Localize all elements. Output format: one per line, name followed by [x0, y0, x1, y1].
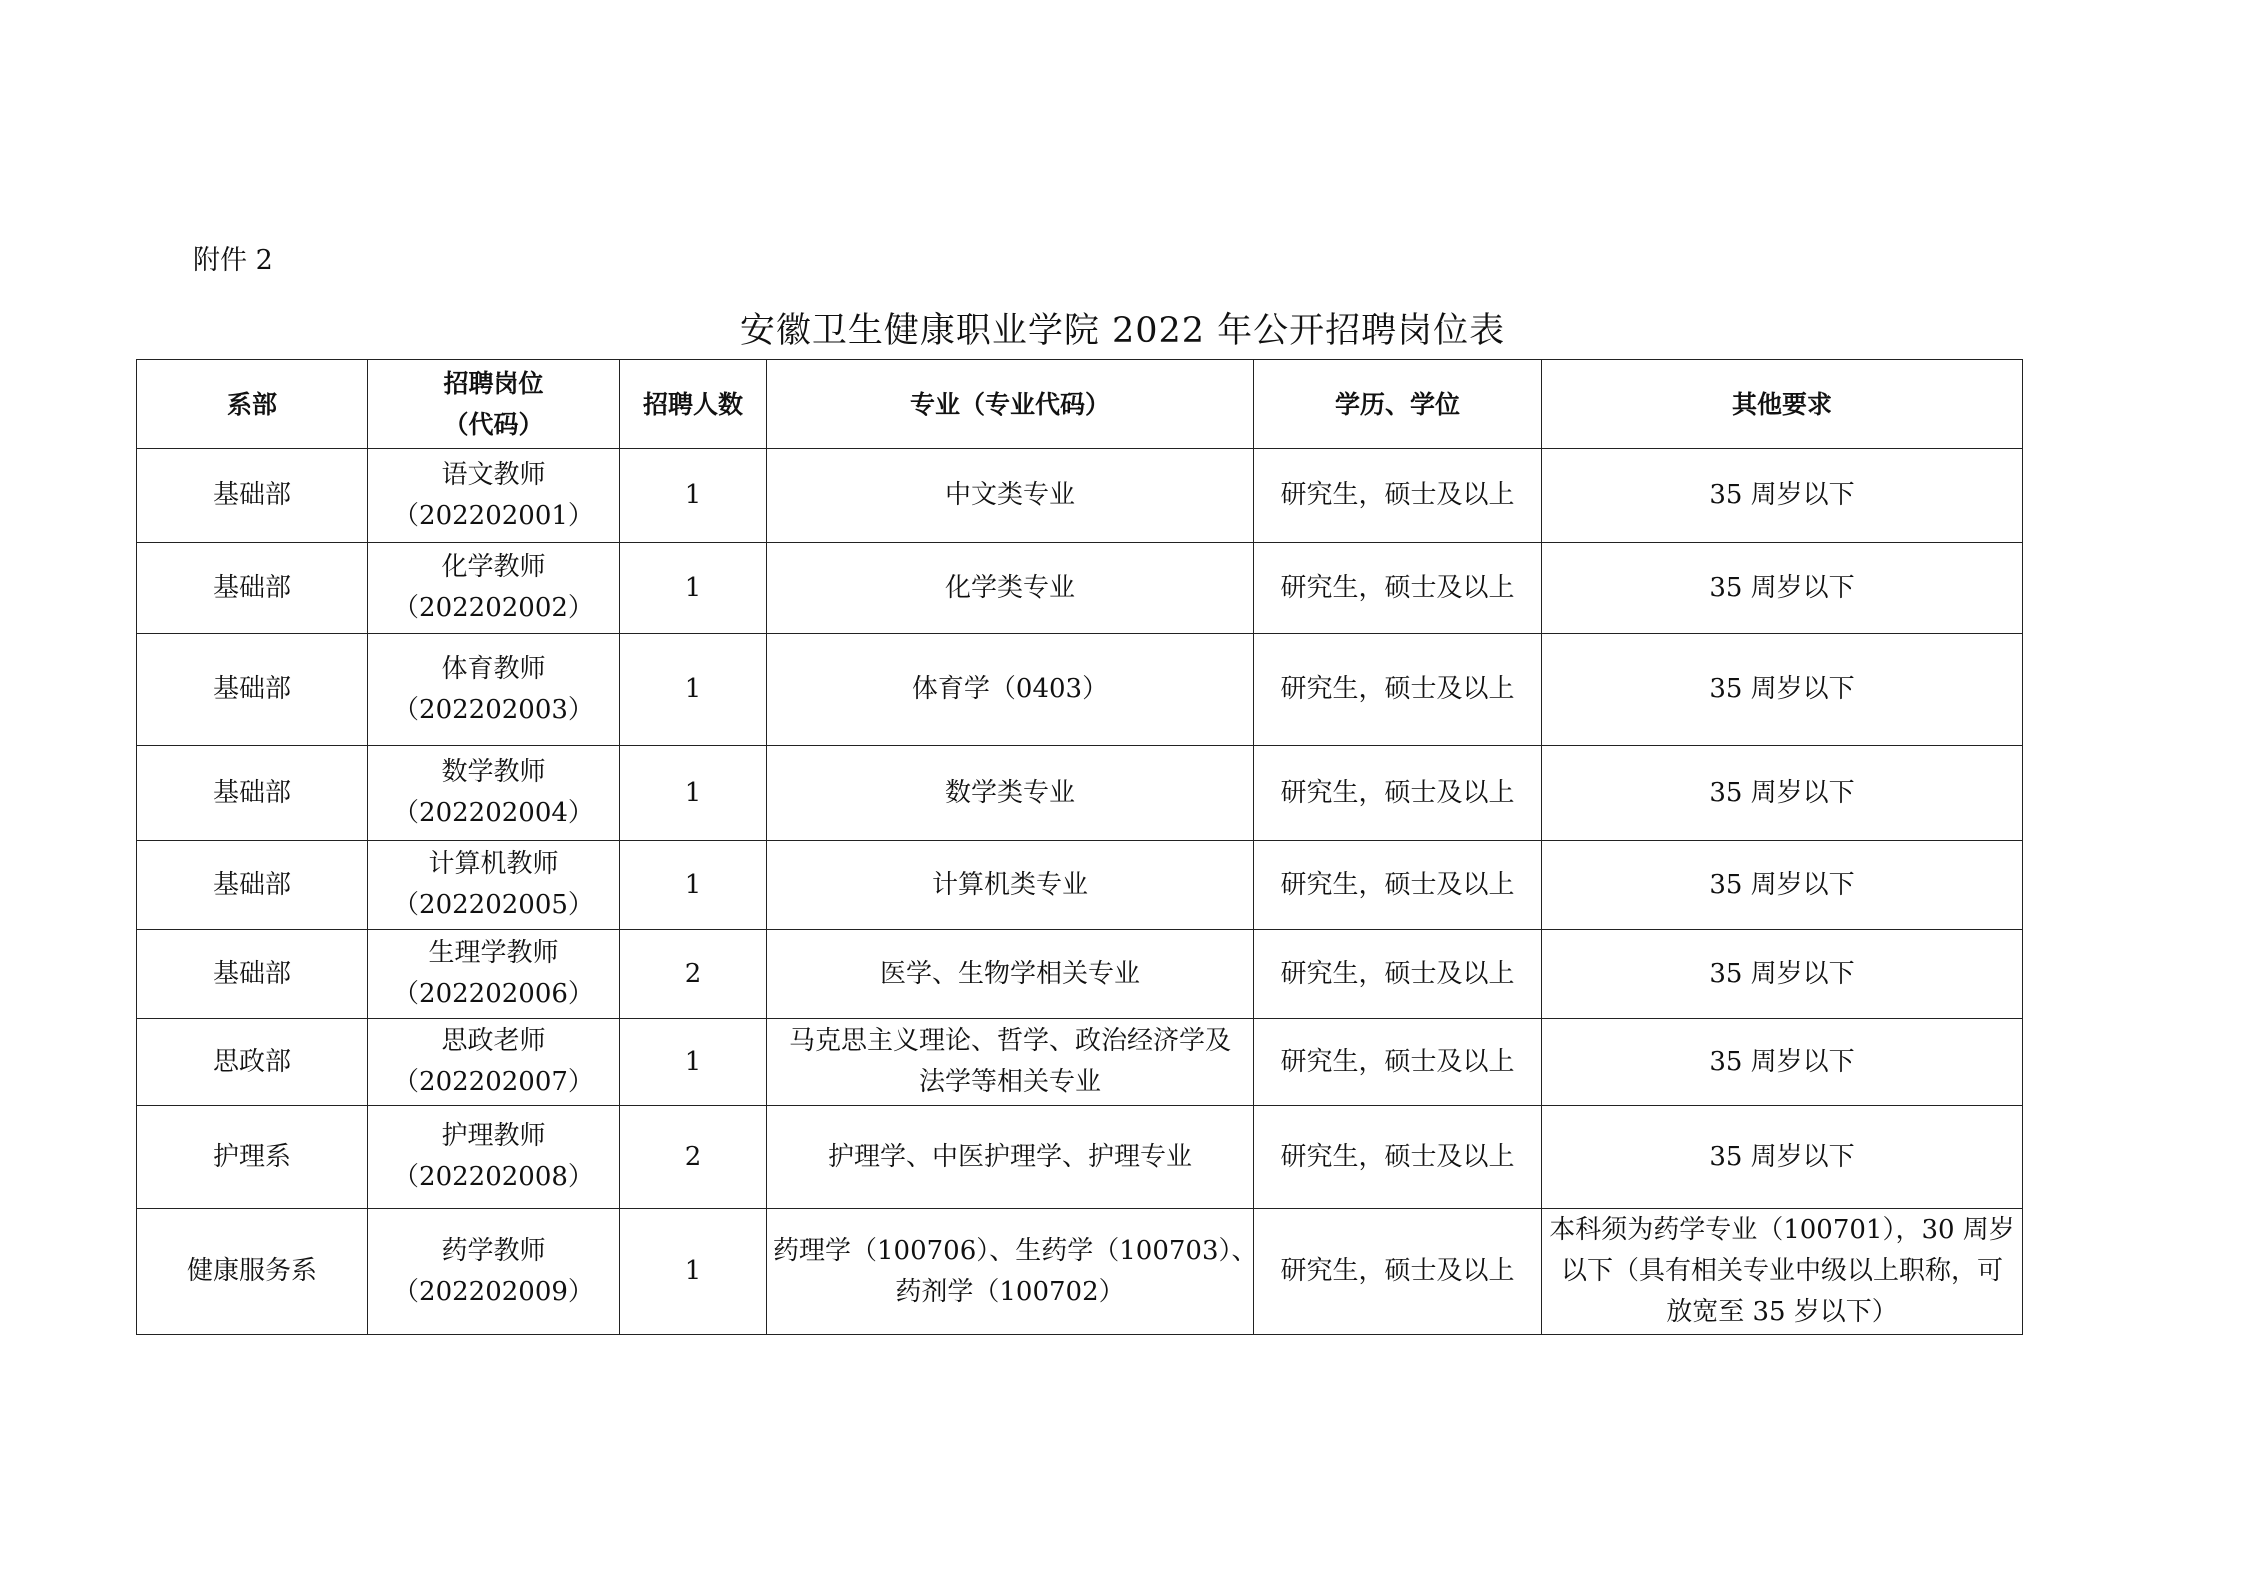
department-cell: 基础部	[137, 930, 368, 1019]
other-requirements-cell	[1542, 1209, 2023, 1335]
header-position	[368, 360, 620, 449]
position-name: 药学教师	[441, 1235, 546, 1266]
major-cell	[767, 746, 1254, 841]
major-line: 体育学（0403）	[911, 674, 1109, 704]
header-count: 招聘人数	[620, 360, 767, 449]
position-name: 护理教师	[441, 1121, 546, 1151]
other-requirements-cell	[1542, 930, 2023, 1019]
count-cell: 1	[620, 543, 767, 634]
count-cell: 1	[620, 634, 767, 746]
other-line: 35 周岁以下	[1709, 777, 1855, 808]
position-cell	[368, 746, 620, 841]
other-requirements-cell	[1542, 841, 2023, 930]
count-cell: 2	[620, 930, 767, 1019]
position-code: （202202003）	[393, 694, 594, 725]
position-name: 生理学教师	[428, 938, 559, 968]
major-line: 化学类专业	[944, 572, 1075, 603]
other-requirements-cell	[1542, 1106, 2023, 1209]
major-line: 中文类专业	[944, 480, 1075, 510]
position-cell	[368, 841, 620, 930]
position-code: （202202009）	[393, 1276, 594, 1307]
header-department: 系部	[137, 360, 368, 449]
position-cell	[368, 1019, 620, 1106]
major-line: 法学等相关专业	[918, 1067, 1101, 1097]
major-line: 医学、生物学相关专业	[879, 958, 1140, 989]
position-name: 计算机教师	[428, 849, 559, 879]
department-cell: 基础部	[137, 841, 368, 930]
position-code: （202202005）	[393, 890, 594, 920]
table-row	[137, 634, 2023, 746]
major-line: 护理学、中医护理学、护理专业	[827, 1141, 1192, 1172]
table-row	[137, 1106, 2023, 1209]
major-line: 药剂学（100702）	[895, 1276, 1125, 1307]
position-code: （202202007）	[393, 1067, 594, 1097]
table-header-row	[137, 360, 2023, 449]
major-line: 药理学（100706）、生药学（100703）、	[773, 1235, 1258, 1266]
other-requirements-cell	[1542, 449, 2023, 543]
other-line: 35 周岁以下	[1709, 1141, 1855, 1172]
education-cell: 研究生，硕士及以上	[1254, 1106, 1542, 1209]
major-line: 数学类专业	[944, 777, 1075, 808]
education-cell: 研究生，硕士及以上	[1254, 930, 1542, 1019]
major-cell	[767, 930, 1254, 1019]
department-cell: 基础部	[137, 543, 368, 634]
position-cell	[368, 930, 620, 1019]
header-other: 其他要求	[1542, 360, 2023, 449]
major-line: 马克思主义理论、哲学、政治经济学及	[788, 1026, 1231, 1056]
table-row	[137, 746, 2023, 841]
header-position-line2: （代码）	[443, 410, 544, 439]
other-requirements-cell	[1542, 543, 2023, 634]
department-cell: 基础部	[137, 746, 368, 841]
other-line: 放宽至 35 岁以下）	[1666, 1297, 1898, 1327]
position-cell	[368, 543, 620, 634]
attachment-label: 附件 2	[193, 245, 273, 276]
position-code: （202202006）	[393, 979, 594, 1009]
count-cell: 1	[620, 1209, 767, 1335]
major-cell	[767, 634, 1254, 746]
education-cell: 研究生，硕士及以上	[1254, 1209, 1542, 1335]
position-code: （202202001）	[393, 500, 594, 531]
other-line: 35 周岁以下	[1709, 958, 1855, 989]
count-cell: 1	[620, 841, 767, 930]
department-cell: 基础部	[137, 449, 368, 543]
position-code: （202202008）	[393, 1162, 594, 1192]
position-name: 思政老师	[441, 1026, 546, 1056]
education-cell: 研究生，硕士及以上	[1254, 1019, 1542, 1106]
position-cell	[368, 1106, 620, 1209]
education-cell: 研究生，硕士及以上	[1254, 449, 1542, 543]
header-major: 专业（专业代码）	[767, 360, 1254, 449]
other-line: 35 周岁以下	[1709, 572, 1855, 603]
major-cell	[767, 543, 1254, 634]
other-line: 35 周岁以下	[1709, 480, 1855, 510]
position-cell	[368, 1209, 620, 1335]
position-name: 语文教师	[441, 459, 546, 490]
position-code: （202202002）	[393, 593, 594, 623]
major-cell	[767, 1019, 1254, 1106]
table-row	[137, 930, 2023, 1019]
other-line: 35 周岁以下	[1709, 1046, 1855, 1077]
count-cell: 1	[620, 746, 767, 841]
education-cell: 研究生，硕士及以上	[1254, 746, 1542, 841]
table-body	[137, 449, 2023, 1335]
department-cell: 基础部	[137, 634, 368, 746]
major-line: 计算机类专业	[931, 869, 1088, 900]
position-name: 化学教师	[441, 552, 546, 582]
table-row	[137, 1019, 2023, 1106]
table-row	[137, 449, 2023, 543]
position-name: 数学教师	[441, 757, 546, 787]
position-code: （202202004）	[393, 798, 594, 828]
document-title: 安徽卫生健康职业学院 2022 年公开招聘岗位表	[739, 311, 1506, 351]
recruitment-table	[136, 359, 2023, 1335]
major-cell	[767, 1209, 1258, 1335]
other-line: 35 周岁以下	[1709, 869, 1855, 900]
education-cell: 研究生，硕士及以上	[1254, 841, 1542, 930]
table-row	[137, 1209, 2023, 1335]
other-requirements-cell	[1542, 1019, 2023, 1106]
major-cell	[767, 841, 1254, 930]
table-row	[137, 543, 2023, 634]
position-cell	[368, 449, 620, 543]
other-line: 以下（具有相关专业中级以上职称，可	[1560, 1256, 2003, 1286]
other-line: 本科须为药学专业（100701），30 周岁	[1549, 1215, 2015, 1245]
table-row	[137, 841, 2023, 930]
count-cell: 1	[620, 449, 767, 543]
count-cell: 1	[620, 1019, 767, 1106]
major-cell	[767, 1106, 1254, 1209]
position-cell	[368, 634, 620, 746]
department-cell: 护理系	[137, 1106, 368, 1209]
education-cell: 研究生，硕士及以上	[1254, 634, 1542, 746]
header-position-line1: 招聘岗位	[443, 369, 544, 398]
major-cell	[767, 449, 1254, 543]
position-name: 体育教师	[441, 653, 546, 684]
header-education: 学历、学位	[1254, 360, 1542, 449]
other-line: 35 周岁以下	[1709, 674, 1855, 704]
count-cell: 2	[620, 1106, 767, 1209]
other-requirements-cell	[1542, 746, 2023, 841]
education-cell: 研究生，硕士及以上	[1254, 543, 1542, 634]
other-requirements-cell	[1542, 634, 2023, 746]
department-cell: 思政部	[137, 1019, 368, 1106]
department-cell: 健康服务系	[137, 1209, 368, 1335]
